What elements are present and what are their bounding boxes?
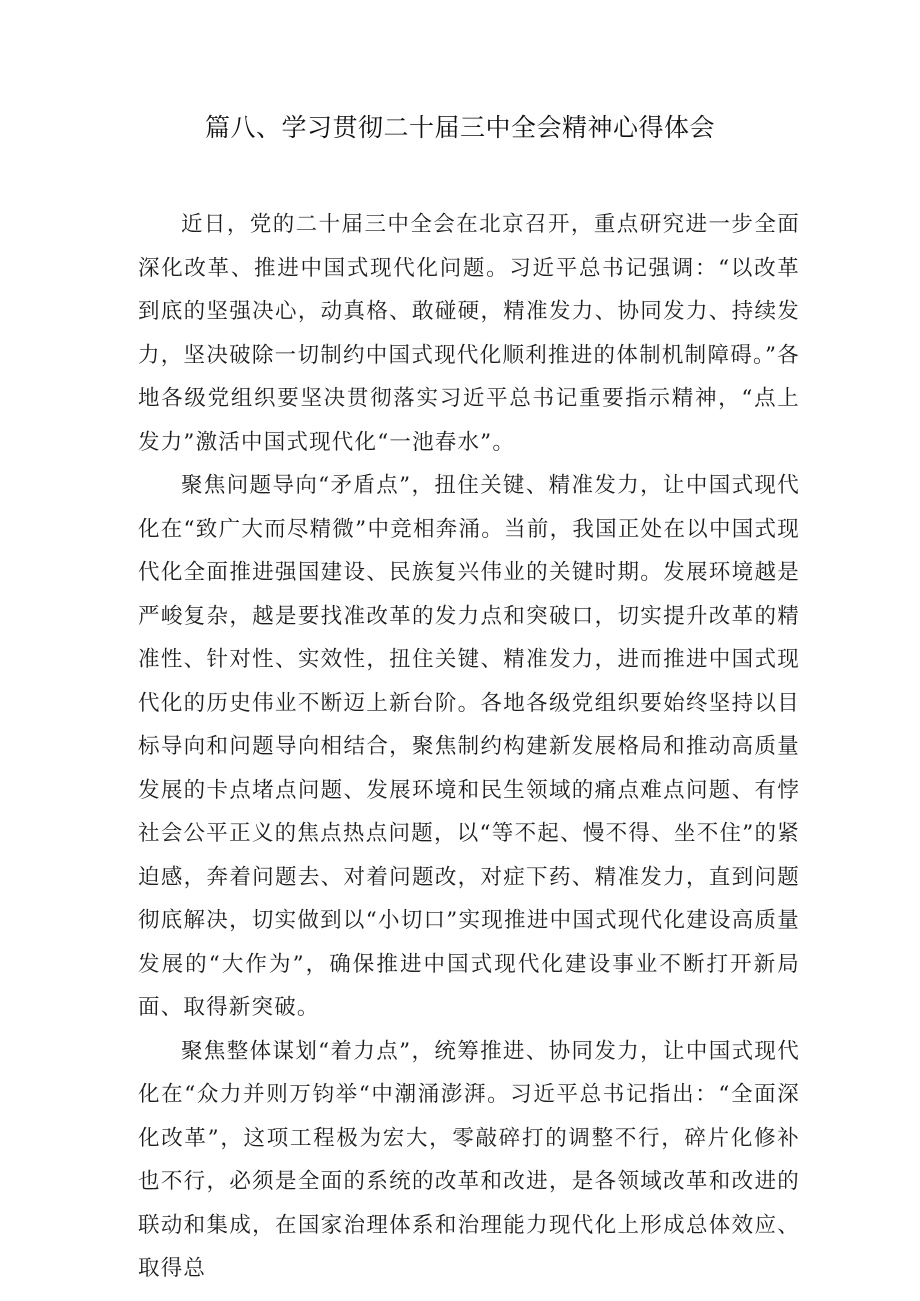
- paragraph: 近日，党的二十届三中全会在北京召开，重点研究进一步全面深化改革、推进中国式现代化问题。习近平总书记强调：“以改革到底的坚强决心，动真格、敢碰硬，精准发力、协同发力、持续发力，坚决破除一切制约中国式现代化顺利推进的体制机制障碍。”各地各级党组织要坚决贯彻落实习近平总书记重要指示精神，“点上发力”激活中国式现代化“一池春水”。: [138, 212, 800, 455]
- paragraph: 聚焦整体谋划“着力点”，统筹推进、协同发力，让中国式现代化在“众力并则万钧举“中潮涌澎湃。习近平总书记指出：“全面深化改革”，这项工程极为宏大，零敲碎打的调整不行，碎片化修补也不行，必须是全面的系统的改革和改进，是各领域改革和改进的联动和集成，在国家治理体系和治理能力现代化上形成总体效应、取得总: [138, 1038, 800, 1281]
- document-body: [138, 203, 800, 1291]
- document-title: 篇八、学习贯彻二十届三中全会精神心得体会: [204, 113, 715, 142]
- paragraph: 聚焦问题导向“矛盾点”，扭住关键、精准发力，让中国式现代化在“致广大而尽精微”中竞相奔涌。当前，我国正处在以中国式现代化全面推进强国建设、民族复兴伟业的关键时期。发展环境越是严峻复杂，越是要找准改革的发力点和突破口，切实提升改革的精准性、针对性、实效性，扭住关键、精准发力，进而推进中国式现代化的历史伟业不断迈上新台阶。各地各级党组织要始终坚持以目标导向和问题导向相结合，聚焦制约构建新发展格局和推动高质量发展的卡点堵点问题、发展环境和民生领域的痛点难点问题、有悖社会公平正义的焦点热点问题，以“等不起、慢不得、坐不住”的紧迫感，奔着问题去、对着问题改，对症下药、精准发力，直到问题彻底解决，切实做到以“小切口”实现推进中国式现代化建设高质量发展的“大作为”，确保推进中国式现代化建设事业不断打开新局面、取得新突破。: [138, 473, 800, 1020]
